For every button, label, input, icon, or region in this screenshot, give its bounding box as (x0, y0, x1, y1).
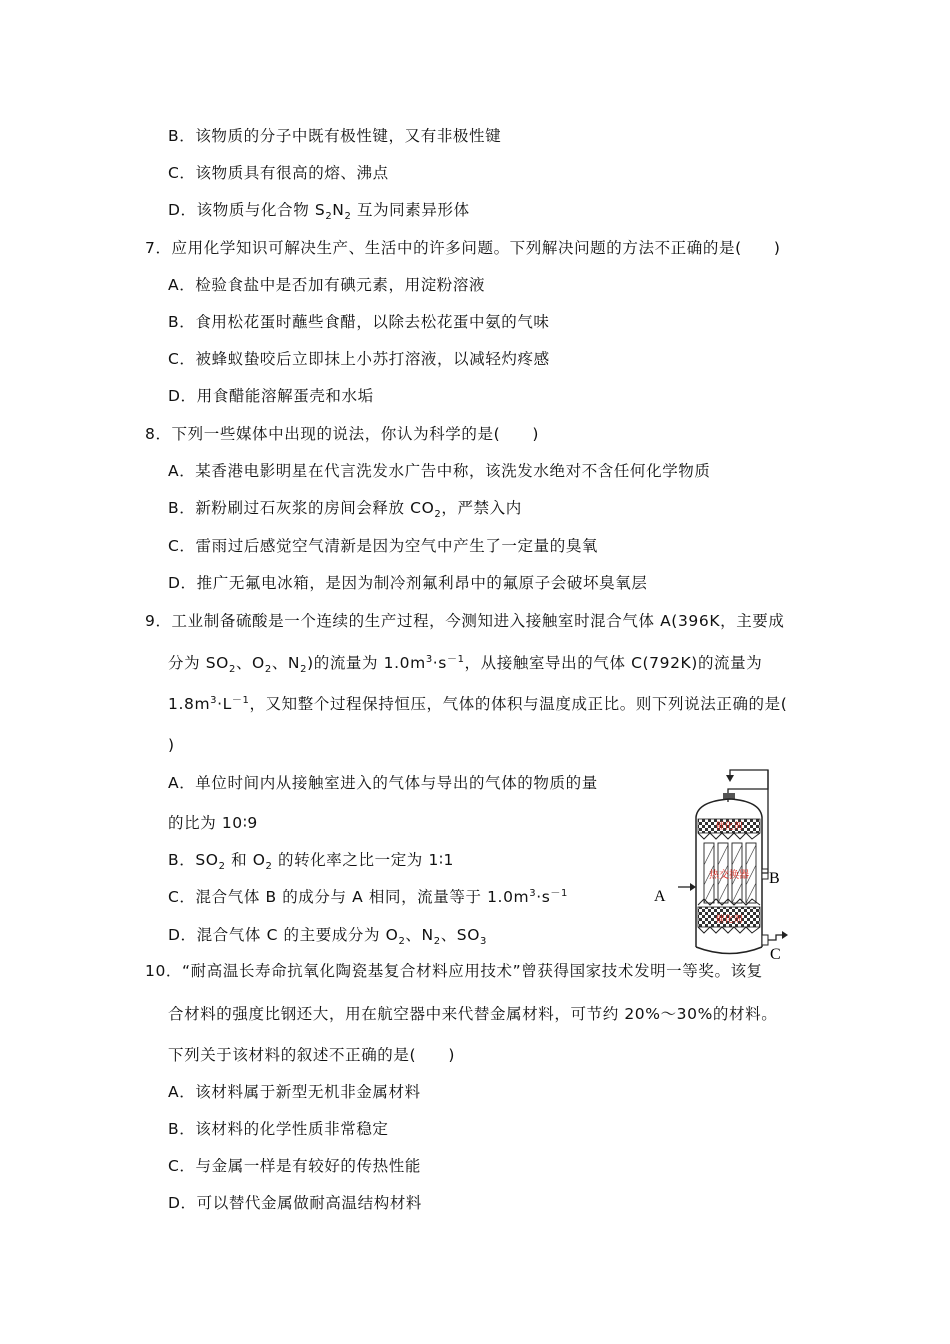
q10-option-d: D．可以替代金属做耐高温结构材料 (168, 1194, 423, 1212)
q9-option-c: C．混合气体 B 的成分与 A 相同，流量等于 $1.0m^3\cdot s^{-1}$ (168, 887, 568, 906)
port-c (762, 935, 768, 945)
outlet-c-pipe (768, 935, 784, 940)
top-layer-label: 催化剂 (715, 822, 743, 832)
q7-option-b: B．食用松花蛋时蘸些食醋，以除去松花蛋中氨的气味 (168, 313, 550, 331)
q9-stem-line1: 9．工业制备硫酸是一个连续的生产过程，今测知进入接触室时混合气体 A(396K，主要成 (145, 612, 785, 630)
q10-stem-line2: 合材料的强度比钢还大，用在航空器中来代替金属材料，可节约 20%～30%的材料。 (168, 1005, 778, 1023)
top-zigzag (698, 833, 760, 839)
inlet-a-arrow-icon (690, 883, 696, 891)
top-nozzle (723, 793, 735, 799)
port-b (762, 869, 768, 879)
q7-option-a: A．检验食盐中是否加有碘元素，用淀粉溶液 (168, 276, 486, 294)
q7-option-c: C．被蜂蚁蛰咬后立即抹上小苏打溶液，以减轻灼疼感 (168, 350, 550, 368)
q9-stem-line2: 分为 $SO_2$、$O_2$、$N_2$)的流量为 $1.0m^3\cdot s^{-1}$，从接触室导出的气体 C(792K)的流量为 (168, 653, 763, 676)
label-a: A (654, 888, 666, 905)
q8-option-a: A．某香港电影明星在代言洗发水广告中称，该洗发水绝对不含任何化学物质 (168, 462, 711, 480)
q9-option-a-line1: A．单位时间内从接触室进入的气体与导出的气体的物质的量 (168, 774, 598, 792)
q10-stem-line1: 10．“耐高温长寿命抗氧化陶瓷基复合材料应用技术”曾获得国家技术发明一等奖。该复 (145, 962, 763, 980)
q10-option-a: A．该材料属于新型无机非金属材料 (168, 1083, 421, 1101)
recycle-pipe (762, 770, 768, 873)
label-c: C (770, 946, 781, 963)
q8-option-c: C．雷雨过后感觉空气清新是因为空气中产生了一定量的臭氧 (168, 537, 599, 555)
q9-stem-line4: ) (168, 736, 175, 754)
q8-option-b: B．新粉刷过石灰浆的房间会释放 $CO_2$，严禁入内 (168, 499, 522, 521)
vessel-bottom (696, 947, 762, 954)
q6-option-b: B．该物质的分子中既有极性键，又有非极性键 (168, 127, 502, 145)
q9-option-d: D．混合气体 C 的主要成分为 $O_2$、$N_2$、$SO_3$ (168, 926, 487, 948)
contact-chamber-diagram (648, 765, 798, 965)
q9-option-b: B．$SO_2$ 和 $O_2$ 的转化率之比一定为 1∶1 (168, 851, 454, 873)
bottom-zigzag (698, 927, 760, 933)
q8-option-d: D．推广无氟电冰箱，是因为制冷剂氟利昂中的氟原子会破坏臭氧层 (168, 574, 648, 592)
q10-option-c: C．与金属一样是有较好的传热性能 (168, 1157, 421, 1175)
q6-option-d: D．该物质与化合物 $S_2N_2$ 互为同素异形体 (168, 201, 470, 223)
q8-stem: 8．下列一些媒体中出现的说法，你认为科学的是( ) (145, 425, 540, 443)
q10-stem-line3: 下列关于该材料的叙述不正确的是( ) (168, 1046, 455, 1064)
q9-stem-line3: $1.8m^3\cdot L^{-1}$，又知整个过程保持恒压，气体的体积与温度成正比。则下列说法正确的是( (168, 694, 788, 713)
heat-exchanger-label: 热交换器 (709, 870, 749, 881)
q6-option-c: C．该物质具有很高的熔、沸点 (168, 164, 389, 182)
feed-arrow-icon (726, 775, 734, 782)
q7-stem: 7．应用化学知识可解决生产、生活中的许多问题。下列解决问题的方法不正确的是( ) (145, 239, 781, 257)
q7-option-d: D．用食醋能溶解蛋壳和水垢 (168, 387, 374, 405)
q9-option-a-line2: 的比为 10∶9 (168, 814, 258, 832)
label-b: B (769, 870, 780, 887)
bottom-layer-label: 催化剂 (715, 915, 743, 925)
outlet-c-arrow-icon (782, 931, 788, 939)
q10-option-b: B．该材料的化学性质非常稳定 (168, 1120, 389, 1138)
